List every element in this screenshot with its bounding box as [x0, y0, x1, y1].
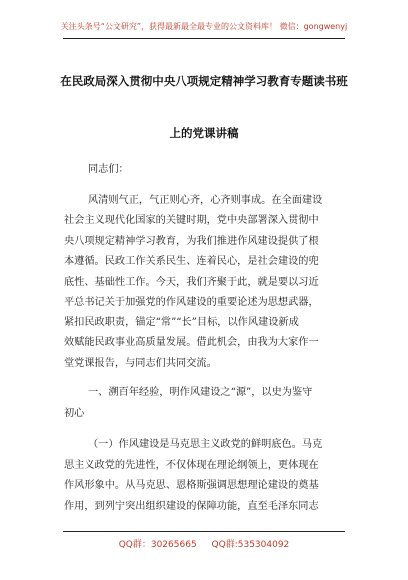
- body-line: 风清则气正，气正则心齐，心齐则事成。在全面建设: [88, 195, 323, 206]
- body-line: 效赋能民政事业高质量发展。借此机会，由我为大家作一: [64, 337, 319, 348]
- section-heading: 一、溯百年经验，明作风建设之“源”，以史为鉴守: [88, 387, 313, 398]
- header-note: 关注头条号“公文研究”，获得最新最全最专业的公文资料库！ 微信：gongwenyj: [60, 22, 348, 31]
- document-title-line-1: 在民政局深入贯彻中央八项规定精神学习教育专题读书班: [60, 74, 348, 88]
- body-line: 作用，到列宁突出组织建设的保障功能，直至毛泽东同志: [64, 501, 319, 512]
- body-line: 央八项规定精神学习教育，为我们推进作风建设提供了根: [64, 236, 319, 247]
- body-line: 本遵循。民政工作关系民生、连着民心，是社会建设的兜: [64, 256, 319, 267]
- body-line: （一）作风建设是马克思主义政党的鲜明底色。马克: [88, 439, 323, 450]
- footer-qq-group-1: QQ群：30265665: [118, 540, 197, 550]
- footer-qq-group-2: QQ群:535304092: [211, 540, 290, 550]
- body-line: 思主义政党的先进性，不仅体现在理论纲领上，更体现在: [64, 460, 319, 471]
- body-line: 紧扣民政职责，锚定“常”“长”目标，以作风建设新成: [64, 317, 299, 328]
- body-line: 同志们：: [88, 164, 129, 175]
- body-line: 社会主义现代化国家的关键时期，党中央部署深入贯彻中: [64, 215, 319, 226]
- section-heading: 初心: [64, 408, 85, 419]
- footer: [0, 537, 408, 550]
- body-line: 作风形象中。从马克思、恩格斯强调思想理论建设的奠基: [64, 480, 319, 491]
- body-line: 堂党课报告，与同志们共同交流。: [64, 358, 217, 369]
- document-title-line-2: 上的党课讲稿: [169, 126, 239, 140]
- body-line: 底性、基础性工作。今天，我们齐聚于此，就是要以习近: [64, 277, 319, 288]
- header-rule: [63, 38, 345, 39]
- body-line: 平总书记关于加强党的作风建设的重要论述为思想武器，: [64, 297, 319, 308]
- footer-rule: [63, 531, 345, 532]
